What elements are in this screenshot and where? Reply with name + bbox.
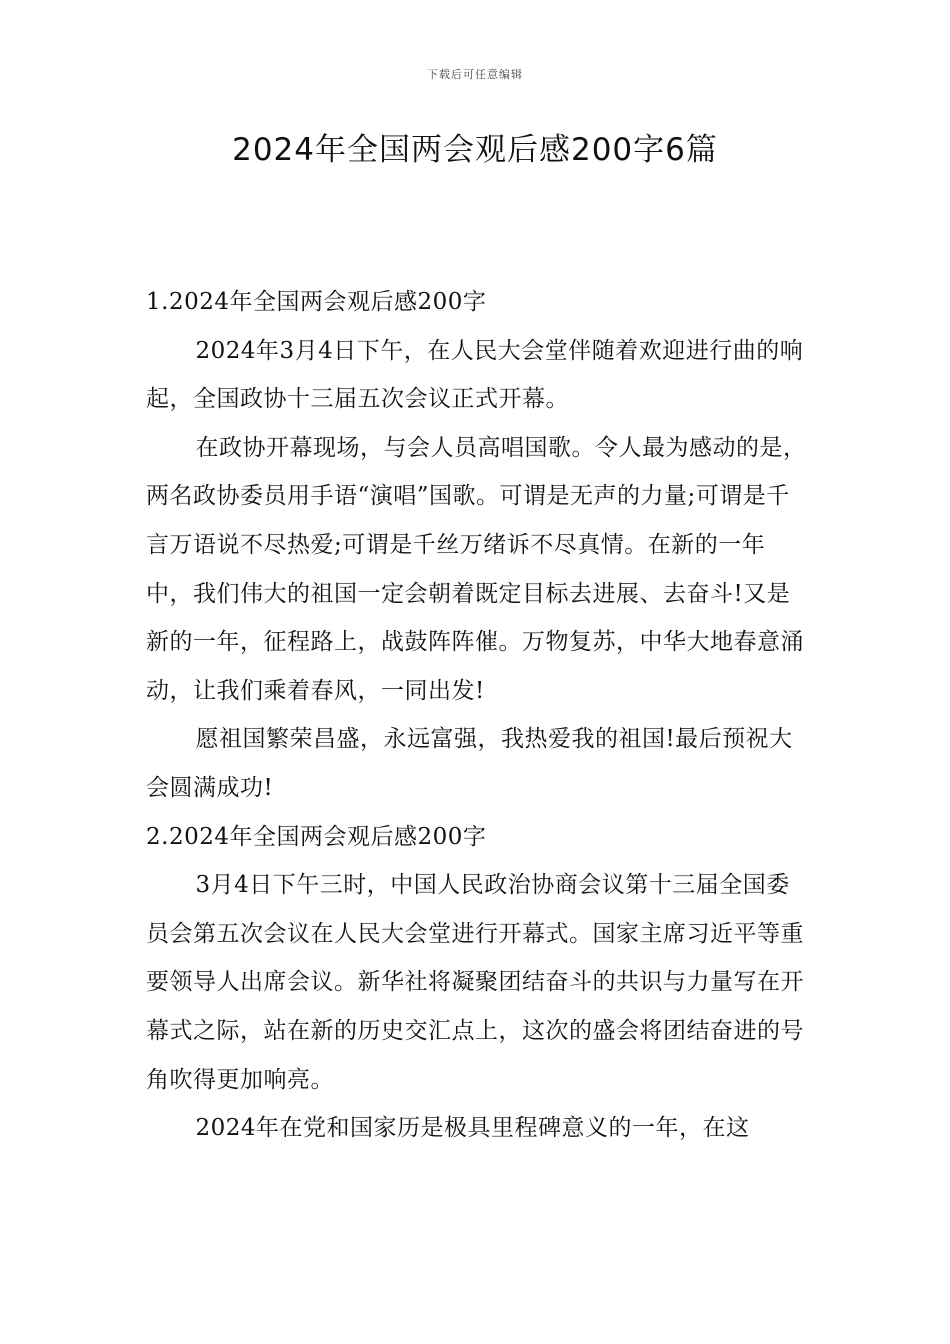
paragraph: 愿祖国繁荣昌盛，永远富强，我热爱我的祖国!最后预祝大会圆满成功! [146,726,793,801]
paragraph: 2024年在党和国家历是极具里程碑意义的一年，在这 [195,1115,750,1142]
header-note: 下载后可任意编辑 [427,68,523,81]
paragraph: 2024年3月4日下午，在人民大会堂伴随着欢迎进行曲的响起，全国政协十三届五次会议正式开幕。 [146,337,804,413]
paragraph: 在政协开幕现场，与会人员高唱国歌。令人最为感动的是，两名政协委员用手语“演唱”国歌。可谓是无声的力量;可谓是千言万语说不尽热爱;可谓是千丝万绪诉不尽真情。在新的一年中，我们伟大的祖国一定会朝着既定目标去进展、去奋斗!又是新的一年，征程路上，战鼓阵阵催。万物复苏，中华大地春意涌动，让我们乘着春风，一同出发! [146,434,807,704]
paragraph: 3月4日下午三时，中国人民政治协商会议第十三届全国委员会第五次会议在人民大会堂进行开幕式。国家主席习近平等重要领导人出席会议。新华社将凝聚团结奋斗的共识与力量写在开幕式之际，站在新的历史交汇点上，这次的盛会将团结奋进的号角吹得更加响亮。 [146,872,804,1093]
document-title: 2024年全国两会观后感200字6篇 [232,132,718,168]
section-heading-2: 2.2024年全国两会观后感200字 [146,823,487,850]
section-heading-1: 1.2024年全国两会观后感200字 [146,289,487,315]
document-body [146,278,810,1153]
